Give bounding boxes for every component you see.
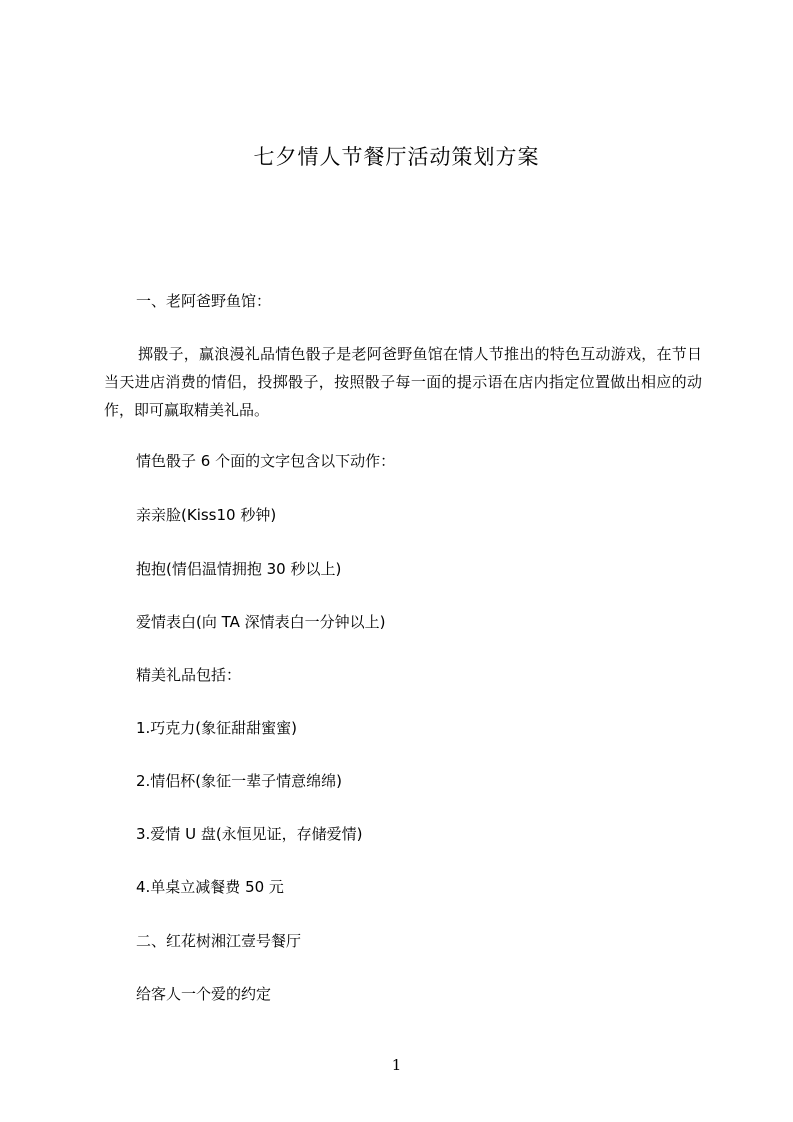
document-title: 七夕情人节餐厅活动策划方案 (253, 145, 540, 169)
gift-item-2: 2.情侣杯(象征一辈子情意绵绵) (136, 772, 343, 790)
gifts-intro: 精美礼品包括： (136, 666, 242, 684)
dice-intro: 情色骰子 6 个面的文字包含以下动作： (136, 452, 396, 470)
section-1-paragraph: 掷骰子，赢浪漫礼品情色骰子是老阿爸野鱼馆在情人节推出的特色互动游戏，在节日当天进店消费的情侣，投掷骰子，按照骰子每一面的提示语在店内指定位置做出相应的动作，即可赢取精美礼品。 (104, 345, 702, 419)
section-2-intro: 给客人一个爱的约定 (136, 985, 272, 1003)
section-heading-1: 一、老阿爸野鱼馆： (136, 292, 272, 310)
action-item-3: 爱情表白(向 TA 深情表白一分钟以上) (136, 613, 386, 631)
gift-item-3: 3.爱情 U 盘(永恒见证，存储爱情) (136, 825, 363, 843)
page-number: 1 (391, 1056, 402, 1074)
gift-item-4: 4.单桌立减餐费 50 元 (136, 878, 284, 896)
section-heading-2: 二、红花树湘江壹号餐厅 (136, 932, 302, 950)
action-item-1: 亲亲脸(Kiss10 秒钟) (136, 506, 277, 524)
gift-item-1: 1.巧克力(象征甜甜蜜蜜) (136, 719, 298, 737)
action-item-2: 抱抱(情侣温情拥抱 30 秒以上) (136, 560, 342, 578)
